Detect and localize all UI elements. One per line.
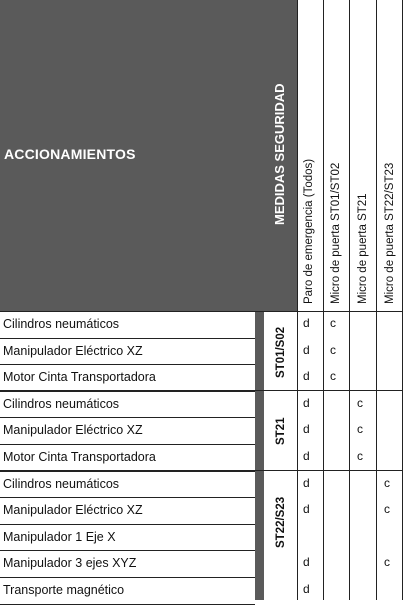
- table-cell: d: [303, 449, 310, 463]
- row-label: Manipulador Eléctrico XZ: [3, 423, 143, 438]
- table-cell: d: [303, 316, 310, 330]
- row-divider: [0, 417, 255, 418]
- table-cell: c: [330, 316, 336, 330]
- row-label: Manipulador Eléctrico XZ: [3, 503, 143, 518]
- row-divider: [0, 524, 255, 525]
- row-divider: [0, 364, 255, 365]
- row-label: Cilindros neumáticos: [3, 476, 120, 491]
- grid-line: [349, 0, 350, 600]
- row-label: Cilindros neumáticos: [3, 317, 120, 331]
- table-cell: d: [303, 582, 310, 596]
- row-divider: [0, 577, 255, 578]
- grid-line: [297, 0, 298, 600]
- separator-stripe: [255, 0, 264, 600]
- row-divider: [0, 471, 255, 472]
- row-label: Motor Cinta Transportadora: [3, 370, 156, 385]
- col-header-paro: Paro de emergencia (Todos): [303, 158, 315, 304]
- table-cell: c: [384, 555, 390, 570]
- row-label: Transporte magnético: [3, 583, 125, 597]
- group-st22: ST22/S23: [275, 496, 287, 548]
- row-label: Manipulador 1 Eje X: [3, 529, 116, 544]
- row-divider: [0, 444, 255, 445]
- table-cell: d: [303, 475, 310, 490]
- row-label: Manipulador Eléctrico XZ: [3, 343, 143, 358]
- table-cell: c: [330, 369, 336, 384]
- table-cell: c: [330, 342, 336, 357]
- row-divider: [0, 497, 255, 498]
- group-st21: ST21: [275, 417, 287, 446]
- row-divider: [0, 338, 255, 339]
- medidas-title: MEDIDAS SEGURIDAD: [272, 83, 287, 225]
- row-divider: [0, 391, 255, 392]
- group-st01: ST01/S02: [275, 326, 287, 378]
- header-title: ACCIONAMIENTOS: [4, 146, 136, 162]
- table-cell: d: [303, 369, 310, 384]
- table-cell: d: [303, 502, 310, 517]
- row-divider: [0, 550, 255, 551]
- grid-line: [0, 311, 403, 312]
- col-header-st21: Micro de puerta ST21: [357, 193, 369, 304]
- row-label: Manipulador 3 ejes XYZ: [3, 556, 137, 571]
- table-cell: c: [384, 502, 390, 517]
- table-cell: c: [384, 475, 390, 490]
- table-cell: c: [357, 422, 363, 437]
- table-cell: d: [303, 342, 310, 357]
- table-cell: d: [303, 555, 310, 570]
- row-label: Motor Cinta Transportadora: [3, 450, 156, 464]
- table-cell: c: [357, 449, 363, 463]
- grid-line: [323, 0, 324, 600]
- row-label: Cilindros neumáticos: [3, 396, 120, 411]
- table-cell: d: [303, 422, 310, 437]
- col-header-st01: Micro de puerta ST01/ST02: [330, 162, 342, 304]
- table-cell: c: [357, 395, 363, 410]
- table-cell: d: [303, 395, 310, 410]
- grid-line: [376, 0, 377, 600]
- col-header-st22: Micro de puerta ST22/ST23: [384, 162, 396, 304]
